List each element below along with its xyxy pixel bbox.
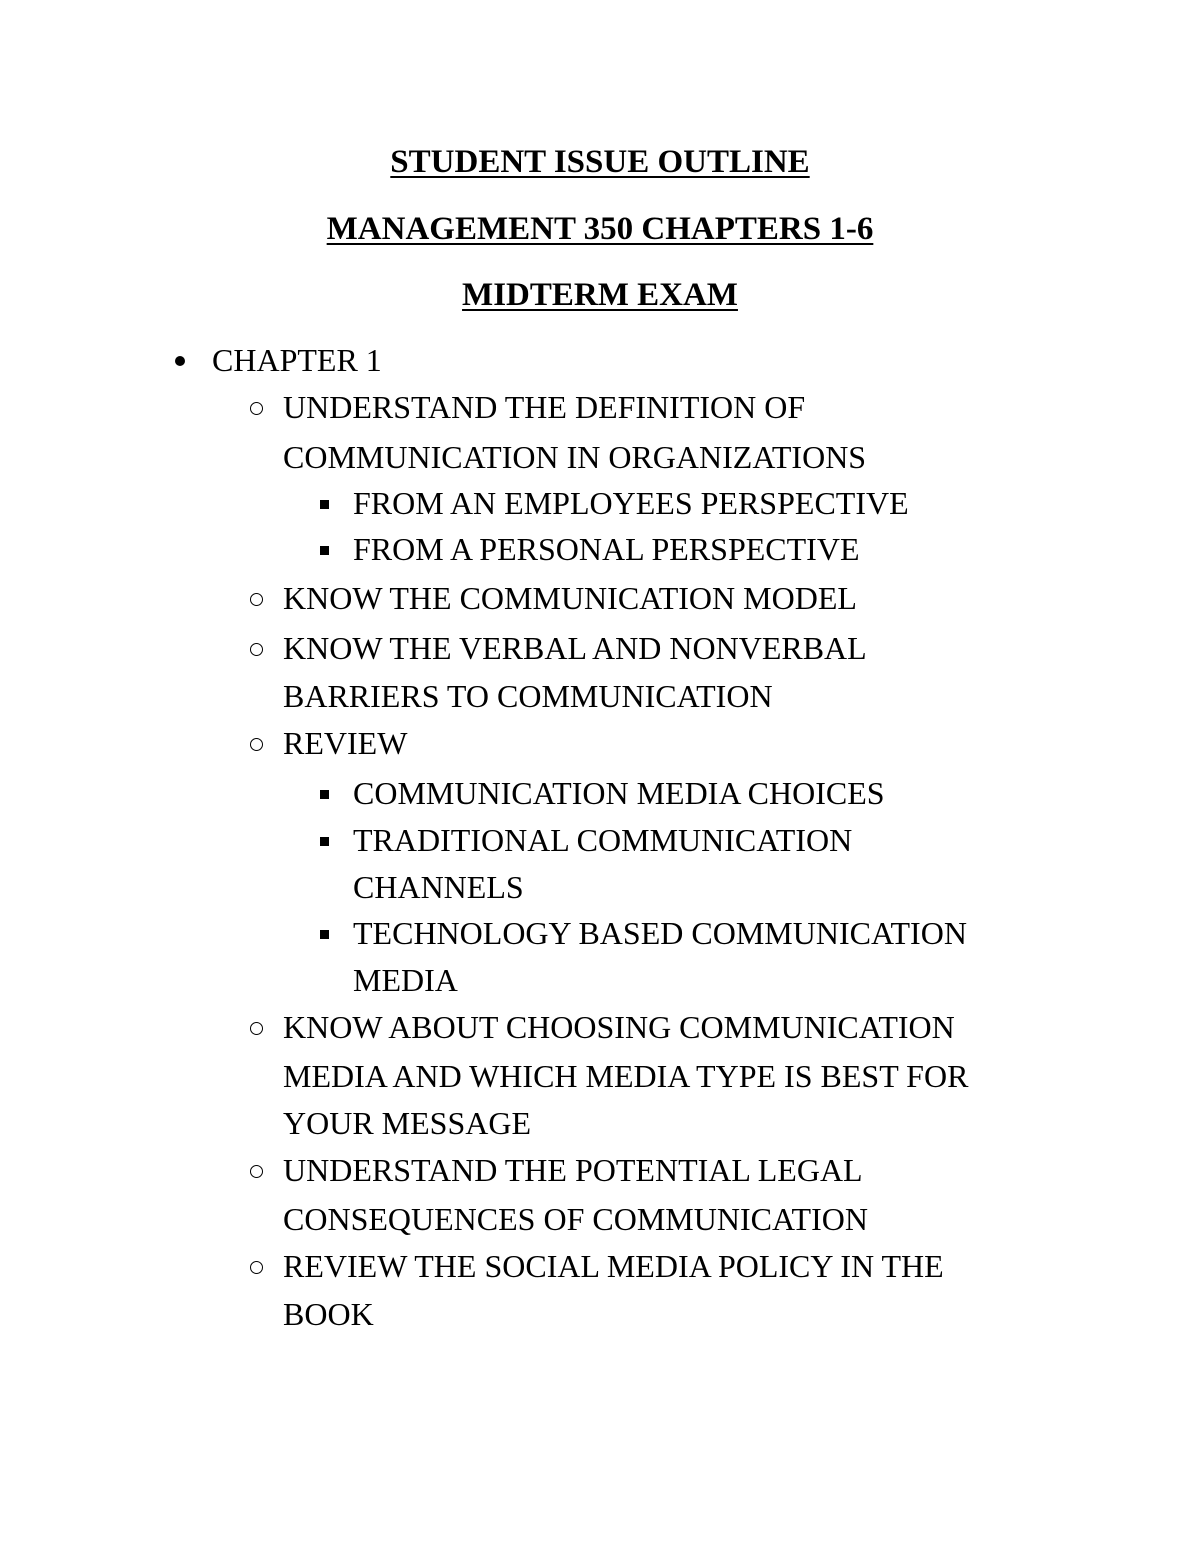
square-bullet-icon [320, 837, 329, 846]
hollow-circle-bullet-icon [250, 643, 263, 656]
outline-chapter-heading: CHAPTER 1 [212, 342, 382, 378]
square-bullet-icon [320, 790, 329, 799]
hollow-circle-bullet-icon [250, 1022, 263, 1035]
hollow-circle-bullet-icon [250, 402, 263, 415]
square-bullet-icon [320, 546, 329, 555]
hollow-circle-bullet-icon [250, 1261, 263, 1274]
document-title-line-2: MANAGEMENT 350 CHAPTERS 1-6 [326, 211, 874, 247]
square-bullet-icon [320, 930, 329, 939]
list-item-text: TECHNOLOGY BASED COMMUNICATION [353, 915, 967, 951]
list-item-text: YOUR MESSAGE [283, 1105, 532, 1141]
list-item-text: KNOW THE VERBAL AND NONVERBAL [283, 630, 867, 666]
list-item-text: BOOK [283, 1296, 374, 1332]
square-bullet-icon [320, 500, 329, 509]
document-title-line-1: STUDENT ISSUE OUTLINE [390, 144, 810, 180]
list-item-text: BARRIERS TO COMMUNICATION [283, 678, 773, 714]
list-item-text: CHANNELS [353, 869, 524, 905]
list-item-text: CONSEQUENCES OF COMMUNICATION [283, 1201, 868, 1237]
list-item-text: MEDIA AND WHICH MEDIA TYPE IS BEST FOR [283, 1058, 969, 1094]
list-item-text: FROM AN EMPLOYEES PERSPECTIVE [353, 485, 909, 521]
list-item-text: REVIEW THE SOCIAL MEDIA POLICY IN THE [283, 1248, 944, 1284]
list-item-text: UNDERSTAND THE DEFINITION OF [283, 389, 806, 425]
filled-circle-bullet-icon [175, 356, 185, 366]
list-item-text: COMMUNICATION IN ORGANIZATIONS [283, 439, 867, 475]
list-item-text: REVIEW [283, 725, 408, 761]
hollow-circle-bullet-icon [250, 1165, 263, 1178]
hollow-circle-bullet-icon [250, 738, 263, 751]
list-item-text: FROM A PERSONAL PERSPECTIVE [353, 531, 860, 567]
hollow-circle-bullet-icon [250, 593, 263, 606]
list-item-text: KNOW ABOUT CHOOSING COMMUNICATION [283, 1009, 955, 1045]
list-item-text: UNDERSTAND THE POTENTIAL LEGAL [283, 1152, 863, 1188]
list-item-text: KNOW THE COMMUNICATION MODEL [283, 580, 857, 616]
list-item-text: MEDIA [353, 962, 458, 998]
list-item-text: TRADITIONAL COMMUNICATION [353, 822, 853, 858]
list-item-text: COMMUNICATION MEDIA CHOICES [353, 775, 885, 811]
document-title-line-3: MIDTERM EXAM [462, 277, 738, 313]
